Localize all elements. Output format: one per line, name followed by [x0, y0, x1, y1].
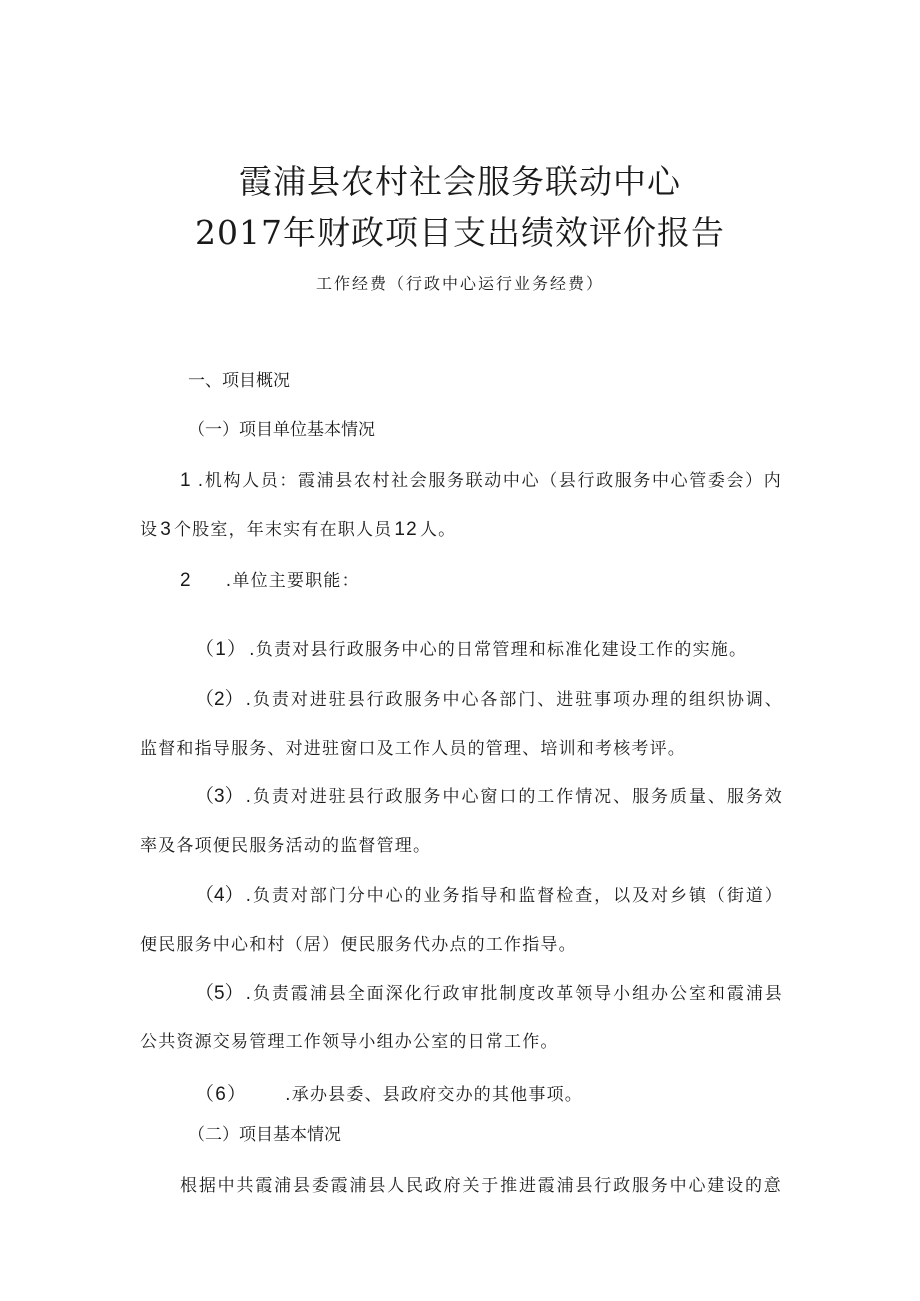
- item1-line1-row: [180, 468, 782, 494]
- duty5-line2: 公共资源交易管理工作领导小组办公室的日常工作。: [140, 1032, 559, 1052]
- duty5-text: .负责霞浦县全面深化行政审批制度改革领导小组办公室和霞浦县: [245, 984, 783, 1004]
- duty5-line1-row: [195, 981, 783, 1007]
- duty2-number: （2）: [195, 689, 244, 710]
- duty2-text: .负责对进驻县行政服务中心各部门、进驻事项办理的组织协调、: [245, 690, 783, 710]
- duty3-line2: 率及各项便民服务活动的监督管理。: [140, 836, 432, 856]
- duty3-text: .负责对进驻县行政服务中心窗口的工作情况、服务质量、服务效: [245, 787, 783, 807]
- duty4-line1-row: [195, 883, 783, 909]
- duty4-line1: [195, 883, 783, 909]
- duty2-line1: [195, 687, 783, 713]
- item1-line2-part-a: 设: [140, 520, 159, 540]
- item2-text: .单位主要职能：: [225, 571, 360, 591]
- duty1-number: （1）: [195, 639, 248, 660]
- subsection-heading-project-info: （二）项目基本情况: [188, 1125, 341, 1145]
- item1-number: 1: [180, 470, 192, 491]
- duty3-line1: [195, 784, 783, 810]
- duty6-line1: [195, 1082, 583, 1108]
- item1-text: .机构人员：霞浦县农村社会服务联动中心（县行政服务中心管委会）内: [197, 471, 782, 491]
- duty5-line1: [195, 981, 783, 1007]
- duty4-text: .负责对部门分中心的业务指导和监督检查，以及对乡镇（街道）: [245, 886, 783, 906]
- duty3-line1-row: [195, 784, 783, 810]
- duty4-number: （4）: [195, 885, 244, 906]
- duty1-text: .负责对县行政服务中心的日常管理和标准化建设工作的实施。: [249, 640, 748, 660]
- item1-line2: [140, 517, 456, 543]
- item1-line2-part-b: 个股室，年末实有在职人员: [173, 520, 393, 540]
- item2-line: [180, 568, 360, 594]
- document-title-line1: 霞浦县农村社会服务联动中心: [239, 162, 681, 201]
- item1-staff-count: 12: [394, 519, 418, 540]
- duty2-line2: 监督和指导服务、对进驻窗口及工作人员的管理、培训和考核考评。: [140, 739, 686, 759]
- item1-line2-part-c: 人。: [419, 520, 457, 540]
- duty1-line1: [195, 637, 747, 663]
- duty6-number: （6）: [195, 1084, 248, 1105]
- item1-department-count: 3: [160, 519, 172, 540]
- duty5-number: （5）: [195, 983, 244, 1004]
- document-subtitle: 工作经费（行政中心运行业务经费）: [315, 274, 604, 293]
- item2-number: 2: [180, 570, 192, 591]
- duty3-number: （3）: [195, 786, 244, 807]
- body-last-line-text: 根据中共霞浦县委霞浦县人民政府关于推进霞浦县行政服务中心建设的意: [180, 1176, 782, 1196]
- duty4-line2: 便民服务中心和村（居）便民服务代办点的工作指导。: [140, 935, 577, 955]
- section-heading-overview: 一、项目概况: [188, 371, 290, 391]
- document-title-line2: 2017年财政项目支出绩效评价报告: [195, 213, 725, 252]
- subsection-heading-unit-info: （一）项目单位基本情况: [188, 420, 375, 440]
- body-last-line: [180, 1173, 782, 1199]
- item1-line1: [180, 468, 782, 494]
- duty6-text: .承办县委、县政府交办的其他事项。: [285, 1085, 583, 1105]
- duty2-line1-row: [195, 687, 783, 713]
